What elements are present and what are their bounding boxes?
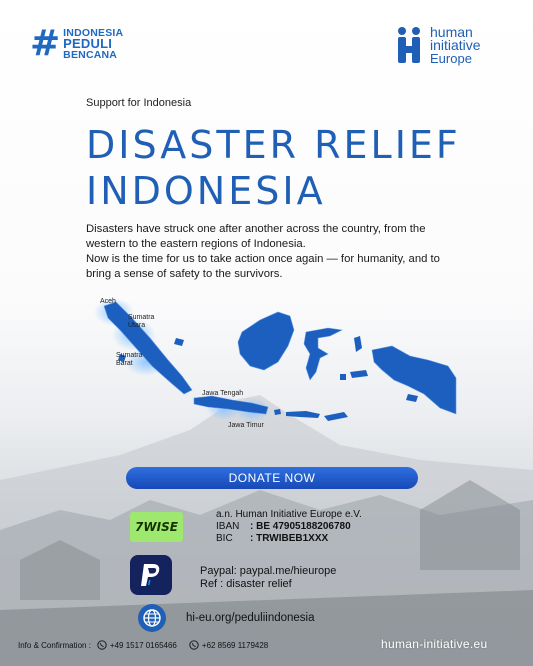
paypal-reference: Ref : disaster relief [200,578,292,590]
map-label-jawa-timur: Jawa Timur [228,422,264,429]
title-line-1: DISASTER RELIEF [86,123,461,167]
iban-row [216,521,362,533]
description-paragraph-1: Disasters have struck one after another across the country, from the western to the eastern regions of Indonesia. [86,223,426,250]
bank-details [216,509,362,545]
org-logo [396,26,481,65]
globe-glyph [142,608,162,628]
title-line-2: INDONESIA [86,169,326,213]
campaign-logo-line3: BENCANA [63,49,118,61]
phone-contact-1[interactable] [97,640,177,650]
map-label-sumatra-utara-line1: Sumatra [128,314,155,321]
whatsapp-icon [97,640,107,650]
halmahera-island [354,336,362,352]
description [86,222,466,282]
sulawesi-island [304,328,342,380]
seram-island [350,370,368,378]
org-logo-line2: initiative [430,37,481,53]
riau-island [174,338,184,346]
bic-label: BIC [216,533,233,544]
map-label-jawa-tengah: Jawa Tengah [202,390,244,397]
indonesia-map-graphic [92,290,464,438]
iban-value: : BE 47905188206780 [250,521,351,532]
campaign-logo-line1: INDONESIA [63,27,124,39]
paypal-logo-glyph [140,562,162,588]
phone-number-1: +49 1517 0165466 [109,640,177,650]
info-confirmation-label: Info & Confirmation : [18,640,91,650]
account-name [216,509,362,521]
aru-island [406,394,418,402]
hashtag-mark: # [30,23,61,64]
timor-island [324,412,348,421]
nusa-tenggara-island [286,411,320,418]
buru-island [340,374,346,380]
human-initiative-logo-icon [396,26,422,64]
org-logo-line3: Europe [430,51,472,66]
phone-contact-2[interactable] [189,640,268,650]
papua-island [372,346,456,414]
campaign-website-link[interactable]: hi-eu.org/peduliindonesia [186,612,315,624]
donate-now-button[interactable]: DONATE NOW [126,467,418,489]
whatsapp-icon [189,640,199,650]
map-label-sumatra-barat [116,352,142,368]
bali-island [274,409,281,415]
org-logo-line1: human [430,24,473,40]
map-label-sumatra-utara [128,314,154,330]
wise-logo-text: 7WISE [135,520,178,534]
paypal-details [200,565,336,591]
campaign-logo-line2: PEDULI [63,36,113,51]
map-label-sumatra-utara-line2: Utara [128,322,146,329]
map-label-sumatra-barat-line1: Sumatra [116,352,143,359]
paypal-icon [130,555,172,595]
bic-value: : TRWIBEB1XXX [250,533,329,544]
indonesia-map [92,290,464,438]
phone-number-2: +62 8569 1179428 [201,640,269,650]
kalimantan-island [238,312,294,370]
paypal-link[interactable]: Paypal: paypal.me/hieurope [200,565,337,577]
bic-row [216,533,362,545]
wise-logo [130,512,183,542]
account-name-text: a.n. Human Initiative Europe e.V. [216,509,362,520]
description-paragraph-2: Now is the time for us to take action once again — for humanity, and to bring a sense of safety to the survivors. [86,253,440,280]
map-label-sumatra-barat-line2: Barat [116,360,133,367]
globe-icon [138,604,166,632]
page-title [86,122,461,214]
kicker-text: Support for Indonesia [86,97,192,109]
campaign-logo [30,23,124,64]
footer-website-link[interactable]: human-initiative.eu [381,637,488,651]
iban-label: IBAN [216,521,240,532]
map-label-aceh: Aceh [100,298,116,305]
footer-contact [18,640,280,650]
